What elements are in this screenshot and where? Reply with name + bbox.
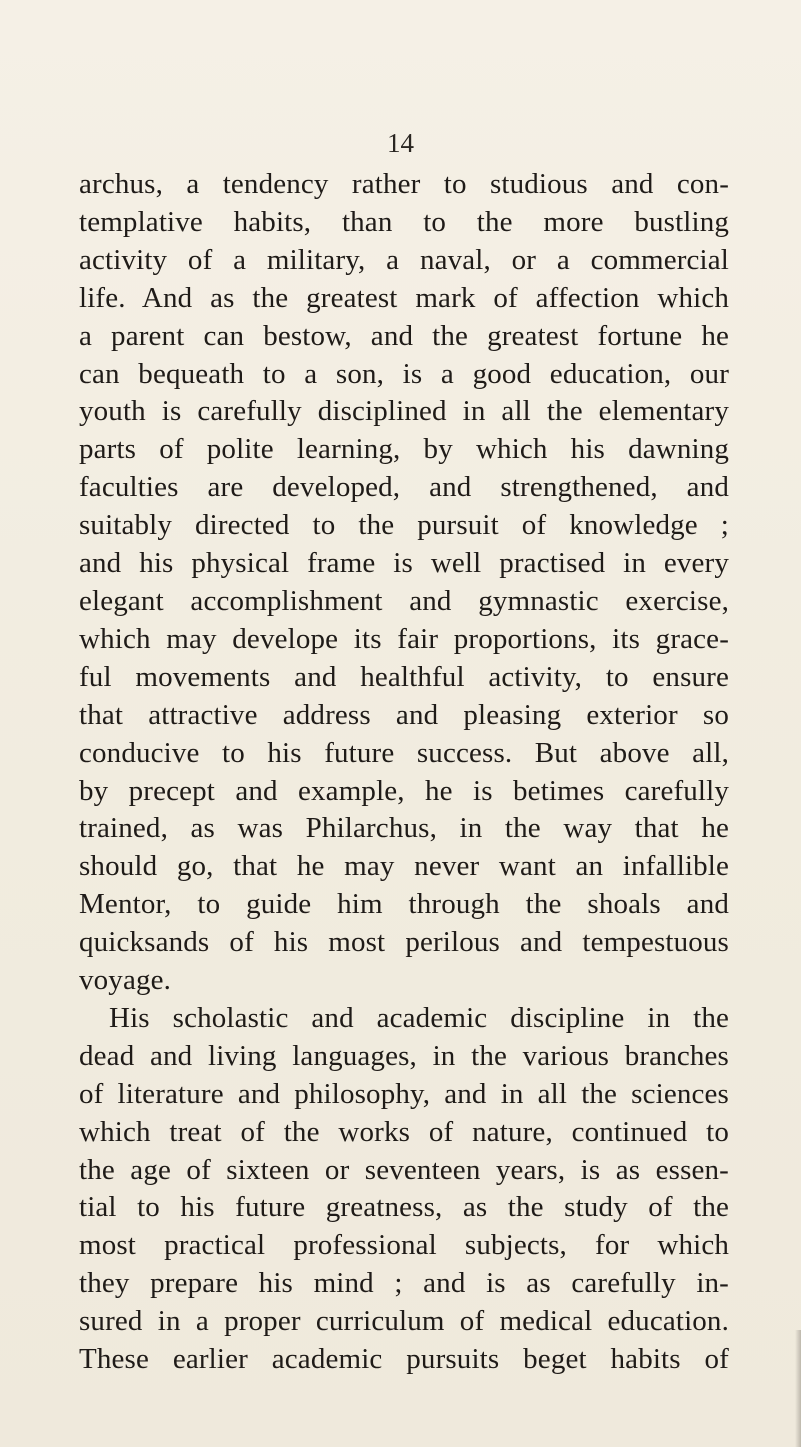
text-line: faculties are developed, and strengthened, and	[79, 471, 729, 504]
text-line: ful movements and healthful activity, to ensure	[79, 660, 729, 693]
text-line: which treat of the works of nature, continued to	[79, 1115, 729, 1148]
text-line: and his physical frame is well practised in every	[79, 547, 729, 580]
text-line: Mentor, to guide him through the shoals and	[79, 888, 729, 921]
text-line: parts of polite learning, by which his dawning	[79, 433, 729, 466]
body-text	[79, 166, 729, 1379]
text-line: conducive to his future success. But above all,	[79, 736, 729, 769]
text-line: trained, as was Philarchus, in the way that he	[79, 812, 729, 845]
text-line: suitably directed to the pursuit of knowledge ;	[79, 509, 729, 542]
paragraph-1	[79, 166, 729, 1000]
text-line: voyage.	[79, 964, 172, 997]
text-line: they prepare his mind ; and is as carefully in-	[79, 1267, 729, 1300]
text-line: tial to his future greatness, as the study of the	[79, 1191, 729, 1224]
text-line: which may develope its fair proportions, its grace-	[79, 622, 729, 655]
text-line: templative habits, than to the more bustling	[79, 205, 729, 238]
text-line: of literature and philosophy, and in all the sciences	[79, 1077, 729, 1110]
text-line: sured in a proper curriculum of medical education.	[79, 1305, 729, 1338]
text-line: should go, that he may never want an infallible	[79, 850, 729, 883]
text-line: elegant accomplishment and gymnastic exercise,	[79, 584, 729, 617]
text-line: His scholastic and academic discipline in the	[109, 1001, 729, 1034]
page-edge-shadow	[795, 1330, 801, 1447]
text-line: youth is carefully disciplined in all the elementary	[79, 395, 729, 428]
text-line: archus, a tendency rather to studious and con-	[79, 168, 729, 200]
text-line: life. And as the greatest mark of affection which	[79, 281, 729, 314]
paragraph-2	[79, 1000, 729, 1379]
text-line: the age of sixteen or seventeen years, is as essen-	[79, 1153, 729, 1186]
text-line: quicksands of his most perilous and tempestuous	[79, 926, 729, 959]
text-line: a parent can bestow, and the greatest fortune he	[79, 319, 729, 352]
text-line: activity of a military, a naval, or a commercial	[79, 243, 729, 276]
text-line: that attractive address and pleasing exterior so	[79, 698, 729, 731]
text-line: dead and living languages, in the various branches	[79, 1039, 729, 1072]
text-line: most practical professional subjects, for which	[79, 1229, 729, 1262]
text-line: can bequeath to a son, is a good education, our	[79, 357, 729, 390]
text-line: by precept and example, he is betimes carefully	[79, 774, 729, 807]
page-number: 14	[387, 128, 414, 158]
text-line: These earlier academic pursuits beget habits of	[79, 1343, 729, 1376]
